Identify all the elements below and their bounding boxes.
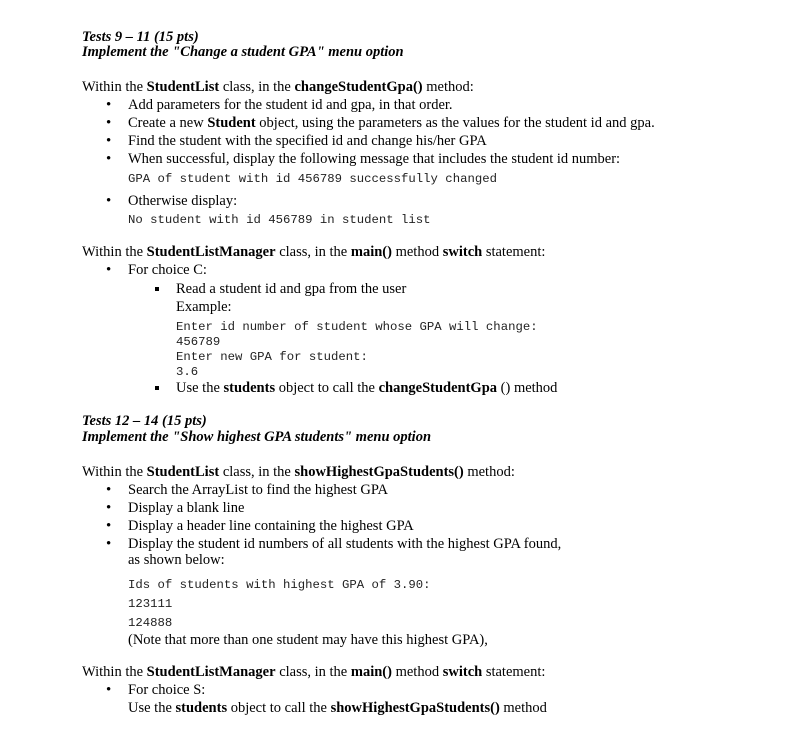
list-item: • Display a header line containing the highest GPA bbox=[128, 518, 414, 535]
code-line: 3.6 bbox=[176, 365, 199, 379]
code-line: 124888 bbox=[128, 616, 173, 630]
section1-manager-intro: Within the StudentListManager class, in the main() method switch statement: bbox=[82, 244, 546, 260]
list-item: • Otherwise display: bbox=[128, 193, 237, 210]
list-item: • When successful, display the following message that includes the student id number: bbox=[128, 151, 620, 168]
code-line: 456789 bbox=[176, 335, 221, 349]
example-label: Example: bbox=[176, 299, 232, 315]
list-item: • Search the ArrayList to find the highest GPA bbox=[128, 482, 388, 499]
list-item: • For choice C: bbox=[128, 262, 207, 279]
list-item: • Find the student with the specified id and change his/her GPA bbox=[128, 133, 487, 150]
code-line: Enter id number of student whose GPA will change: bbox=[176, 320, 538, 334]
list-item-continuation: as shown below: bbox=[128, 552, 225, 568]
list-item: • Add parameters for the student id and gpa, in that order. bbox=[128, 97, 453, 114]
sub-list-item: Read a student id and gpa from the user bbox=[176, 281, 407, 297]
list-item: • For choice S: bbox=[128, 682, 205, 699]
section1-subtitle: Implement the "Change a student GPA" menu option bbox=[82, 44, 404, 60]
note-text: (Note that more than one student may have this highest GPA), bbox=[128, 632, 488, 648]
use-instruction: Use the students object to call the showHighestGpaStudents() method bbox=[128, 700, 547, 716]
section2-manager-intro: Within the StudentListManager class, in the main() method switch statement: bbox=[82, 664, 546, 680]
list-item: • Display a blank line bbox=[128, 500, 244, 517]
sub-list-item: Use the students object to call the changeStudentGpa () method bbox=[176, 380, 558, 396]
section1-intro: Within the StudentList class, in the changeStudentGpa() method: bbox=[82, 79, 474, 95]
section2-subtitle: Implement the "Show highest GPA students" menu option bbox=[82, 429, 432, 445]
code-line: 123111 bbox=[128, 597, 173, 611]
section1-title: Tests 9 – 11 (15 pts) bbox=[82, 29, 199, 45]
code-line: Ids of students with highest GPA of 3.90: bbox=[128, 578, 431, 592]
section2-title: Tests 12 – 14 (15 pts) bbox=[82, 413, 207, 429]
list-item: • Display the student id numbers of all students with the highest GPA found, bbox=[128, 536, 561, 553]
list-item: • Create a new Student object, using the parameters as the values for the student id and gpa. bbox=[128, 115, 655, 132]
success-message-code: GPA of student with id 456789 successfully changed bbox=[128, 172, 497, 186]
section2-intro: Within the StudentList class, in the showHighestGpaStudents() method: bbox=[82, 464, 515, 480]
code-line: Enter new GPA for student: bbox=[176, 350, 368, 364]
fail-message-code: No student with id 456789 in student list bbox=[128, 213, 431, 227]
